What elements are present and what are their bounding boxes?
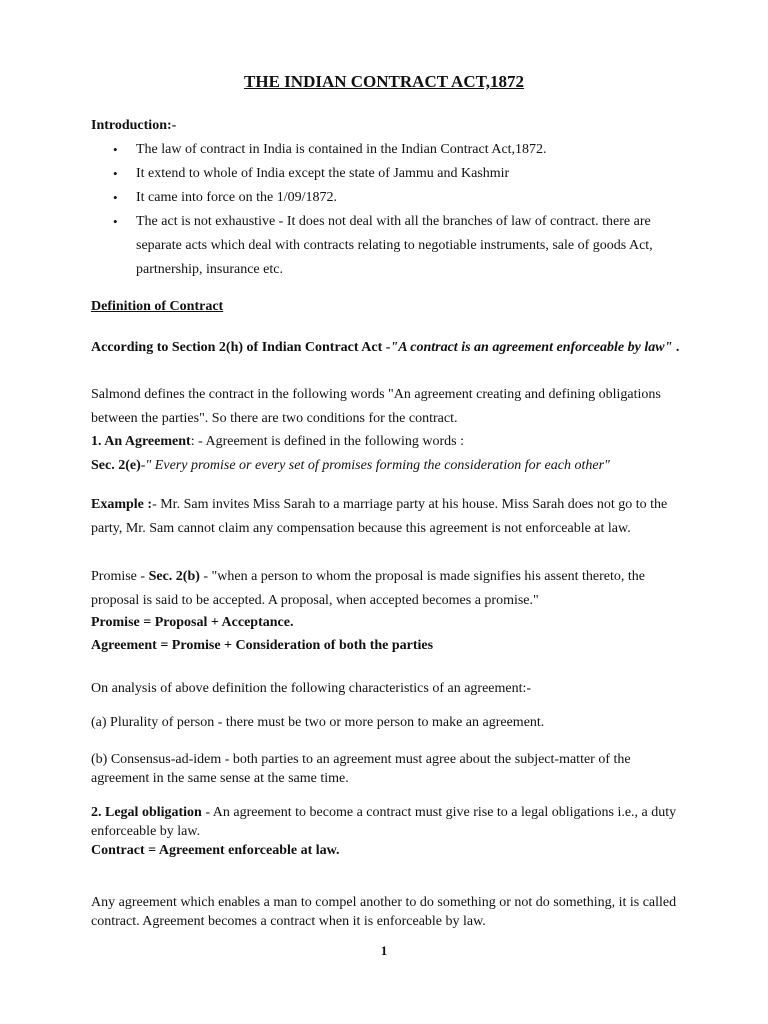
list-item: [91, 138, 681, 162]
analysis-point-a: (a) Plurality of person - there must be two or more person to make an agreement.: [91, 715, 545, 730]
page-number: 1: [380, 943, 388, 958]
bullet-icon: •: [113, 214, 118, 229]
legal-obligation-text: - An agreement to become a contract must give rise to a legal obligations i.e., a duty enforceable by law.: [91, 805, 677, 839]
promise-section: Sec. 2(b): [148, 569, 200, 584]
section-2h-quote: "A contract is an agreement enforceable by law": [390, 340, 673, 355]
legal-obligation-paragraph: [91, 803, 681, 841]
list-item-text: The act is not exhaustive - It does not deal with all the branches of law of contract. there are separate acts which deal with contracts relating to negotiable instruments, sale of goods Act, partnership, insurance etc.: [136, 214, 653, 277]
promise-text: - "when a person to whom the proposal is made signifies his assent thereto, the proposal is said to be accepted. A proposal, when accepted becomes a promise.": [91, 569, 645, 608]
example-paragraph: [91, 493, 681, 541]
agreement-paragraph: [91, 430, 681, 454]
sec-2e-paragraph: [91, 454, 681, 478]
list-item-text: It extend to whole of India except the state of Jammu and Kashmir: [136, 166, 510, 181]
closing-paragraph: Any agreement which enables a man to compel another to do something or not do something, it is called contract. Agreement becomes a contract when it is enforceable by law.: [91, 895, 677, 929]
agreement-label: 1. An Agreement: [91, 434, 191, 449]
bullet-icon: •: [113, 166, 118, 181]
document-title: THE INDIAN CONTRACT ACT,1872: [244, 72, 524, 91]
sec-2e-label: Sec. 2(e): [91, 458, 141, 473]
list-item: [91, 162, 681, 186]
promise-lead: Promise -: [91, 569, 149, 584]
list-item: [91, 210, 681, 282]
section-2h-paragraph: [91, 336, 681, 360]
introduction-heading: Introduction:-: [91, 118, 177, 133]
definition-heading: Definition of Contract: [91, 299, 224, 314]
legal-obligation-label: 2. Legal obligation: [91, 805, 202, 820]
list-item: [91, 186, 681, 210]
bullet-icon: •: [113, 190, 118, 205]
analysis-intro: On analysis of above definition the following characteristics of an agreement:-: [91, 681, 532, 696]
bullet-icon: •: [113, 142, 118, 157]
introduction-list: [91, 138, 681, 282]
section-2h-lead: According to Section 2(h) of Indian Contract Act -: [91, 340, 391, 355]
salmond-paragraph: Salmond defines the contract in the following words "An agreement creating and defining obligations between the parties". So there are two conditions for the contract.: [91, 387, 661, 426]
promise-paragraph: [91, 565, 681, 613]
analysis-point-b: (b) Consensus-ad-idem - both parties to an agreement must agree about the subject-matter of the agreement in the same sense at the same time.: [91, 752, 631, 786]
agreement-formula: Agreement = Promise + Consideration of both the parties: [91, 638, 434, 653]
sec-2e-text: -" Every promise or every set of promises forming the consideration for each other": [140, 458, 610, 473]
example-text: - Mr. Sam invites Miss Sarah to a marriage party at his house. Miss Sarah does not go to the party, Mr. Sam cannot claim any compensation because this agreement is not enforceable at law.: [91, 497, 668, 536]
example-label: Example :: [91, 497, 153, 512]
section-2h-end: .: [672, 340, 680, 355]
list-item-text: It came into force on the 1/09/1872.: [136, 190, 337, 205]
contract-formula: Contract = Agreement enforceable at law.: [91, 843, 340, 858]
agreement-text: : - Agreement is defined in the following words :: [190, 434, 465, 449]
list-item-text: The law of contract in India is contained in the Indian Contract Act,1872.: [136, 142, 547, 157]
promise-formula: Promise = Proposal + Acceptance.: [91, 615, 294, 630]
